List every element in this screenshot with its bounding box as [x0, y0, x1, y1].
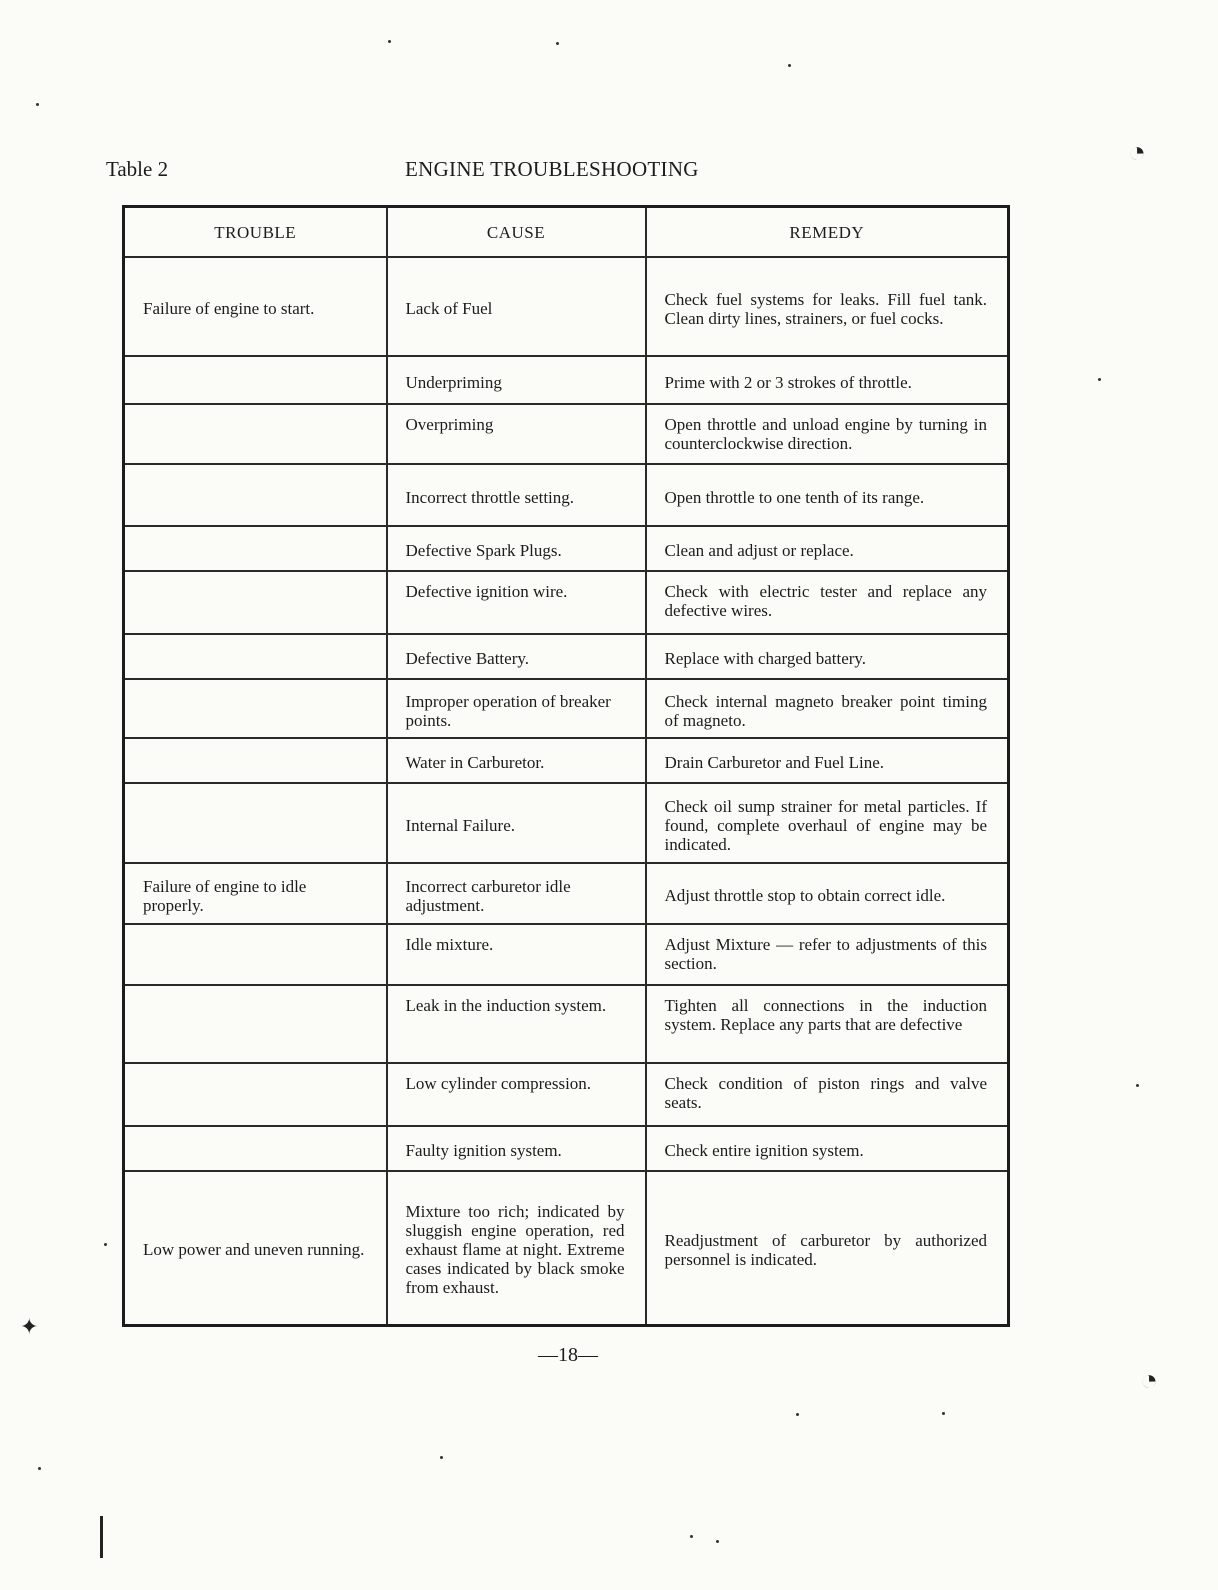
trouble-cell [124, 924, 387, 985]
table-row [124, 783, 1009, 863]
punch-hole-mark: ◔ [1128, 136, 1147, 169]
remedy-cell: Check fuel systems for leaks. Fill fuel tank. Clean dirty lines, strainers, or fuel cocks. [646, 257, 1009, 356]
table-row [124, 985, 1009, 1063]
trouble-cell [124, 783, 387, 863]
scan-speck [36, 103, 39, 106]
column-header-cause: CAUSE [387, 207, 646, 258]
trouble-cell [124, 738, 387, 783]
cause-cell: Idle mixture. [387, 924, 646, 985]
remedy-cell: Check condition of piston rings and valve seats. [646, 1063, 1009, 1126]
table-row [124, 571, 1009, 634]
cause-cell: Incorrect carburetor idle adjustment. [387, 863, 646, 924]
punch-hole-mark: ◔ [1140, 1364, 1159, 1397]
table-row [124, 404, 1009, 464]
trouble-cell [124, 404, 387, 464]
trouble-cell [124, 634, 387, 679]
cause-cell: Improper operation of breaker points. [387, 679, 646, 738]
scan-speck [1136, 1084, 1139, 1087]
table-row [124, 863, 1009, 924]
scan-speck [556, 42, 559, 45]
table-row [124, 634, 1009, 679]
cause-cell: Defective ignition wire. [387, 571, 646, 634]
column-header-remedy: REMEDY [646, 207, 1009, 258]
trouble-cell [124, 464, 387, 526]
remedy-cell: Open throttle to one tenth of its range. [646, 464, 1009, 526]
scan-speck [1098, 378, 1101, 381]
scan-speck [440, 1456, 443, 1459]
table-label: Table 2 [106, 157, 169, 181]
table-row [124, 257, 1009, 356]
cause-cell: Overpriming [387, 404, 646, 464]
remedy-cell: Tighten all connections in the induction system. Replace any parts that are defective [646, 985, 1009, 1063]
remedy-cell: Check oil sump strainer for metal particles. If found, complete overhaul of engine may be indicated. [646, 783, 1009, 863]
ink-blot: ✦ [20, 1314, 39, 1339]
table-row [124, 356, 1009, 404]
table-row [124, 1063, 1009, 1126]
cause-cell: Defective Battery. [387, 634, 646, 679]
trouble-cell [124, 356, 387, 404]
cause-cell: Mixture too rich; indicated by sluggish engine operation, red exhaust flame at night. Extreme cases indicated by black smoke from exhaust. [387, 1171, 646, 1325]
troubleshooting-table [122, 205, 1010, 1327]
remedy-cell: Adjust throttle stop to obtain correct idle. [646, 863, 1009, 924]
remedy-cell: Open throttle and unload engine by turning in counterclockwise direction. [646, 404, 1009, 464]
cause-cell: Defective Spark Plugs. [387, 526, 646, 571]
scan-speck [38, 1467, 41, 1470]
remedy-cell: Adjust Mixture — refer to adjustments of this section. [646, 924, 1009, 985]
table-row [124, 1126, 1009, 1171]
table-row [124, 526, 1009, 571]
remedy-cell: Check internal magneto breaker point timing of magneto. [646, 679, 1009, 738]
remedy-cell: Prime with 2 or 3 strokes of throttle. [646, 356, 1009, 404]
remedy-cell: Readjustment of carburetor by authorized personnel is indicated. [646, 1171, 1009, 1325]
trouble-cell [124, 679, 387, 738]
cause-cell: Leak in the induction system. [387, 985, 646, 1063]
cause-cell: Internal Failure. [387, 783, 646, 863]
scan-speck [788, 64, 791, 67]
table-header-row [124, 207, 1009, 258]
scan-speck [942, 1412, 945, 1415]
table-row [124, 1171, 1009, 1325]
trouble-cell [124, 571, 387, 634]
scan-speck [796, 1413, 799, 1416]
scan-speck [104, 1243, 107, 1246]
trouble-cell: Low power and uneven running. [124, 1171, 387, 1325]
cause-cell: Water in Carburetor. [387, 738, 646, 783]
table-row [124, 679, 1009, 738]
remedy-cell: Drain Carburetor and Fuel Line. [646, 738, 1009, 783]
column-header-trouble: TROUBLE [124, 207, 387, 258]
remedy-cell: Clean and adjust or replace. [646, 526, 1009, 571]
page-number: —18— [538, 1344, 598, 1366]
trouble-cell [124, 1126, 387, 1171]
remedy-cell: Check entire ignition system. [646, 1126, 1009, 1171]
remedy-cell: Replace with charged battery. [646, 634, 1009, 679]
scan-streak [100, 1516, 103, 1558]
scan-speck [716, 1540, 719, 1543]
trouble-cell: Failure of engine to idle properly. [124, 863, 387, 924]
scan-speck [388, 40, 391, 43]
cause-cell: Low cylinder compression. [387, 1063, 646, 1126]
cause-cell: Underpriming [387, 356, 646, 404]
table-row [124, 464, 1009, 526]
cause-cell: Incorrect throttle setting. [387, 464, 646, 526]
cause-cell: Faulty ignition system. [387, 1126, 646, 1171]
cause-cell: Lack of Fuel [387, 257, 646, 356]
table-row [124, 924, 1009, 985]
table-row [124, 738, 1009, 783]
trouble-cell [124, 985, 387, 1063]
page-title: ENGINE TROUBLESHOOTING [405, 157, 699, 181]
trouble-cell: Failure of engine to start. [124, 257, 387, 356]
remedy-cell: Check with electric tester and replace any defective wires. [646, 571, 1009, 634]
scan-speck [690, 1535, 693, 1538]
trouble-cell [124, 526, 387, 571]
trouble-cell [124, 1063, 387, 1126]
